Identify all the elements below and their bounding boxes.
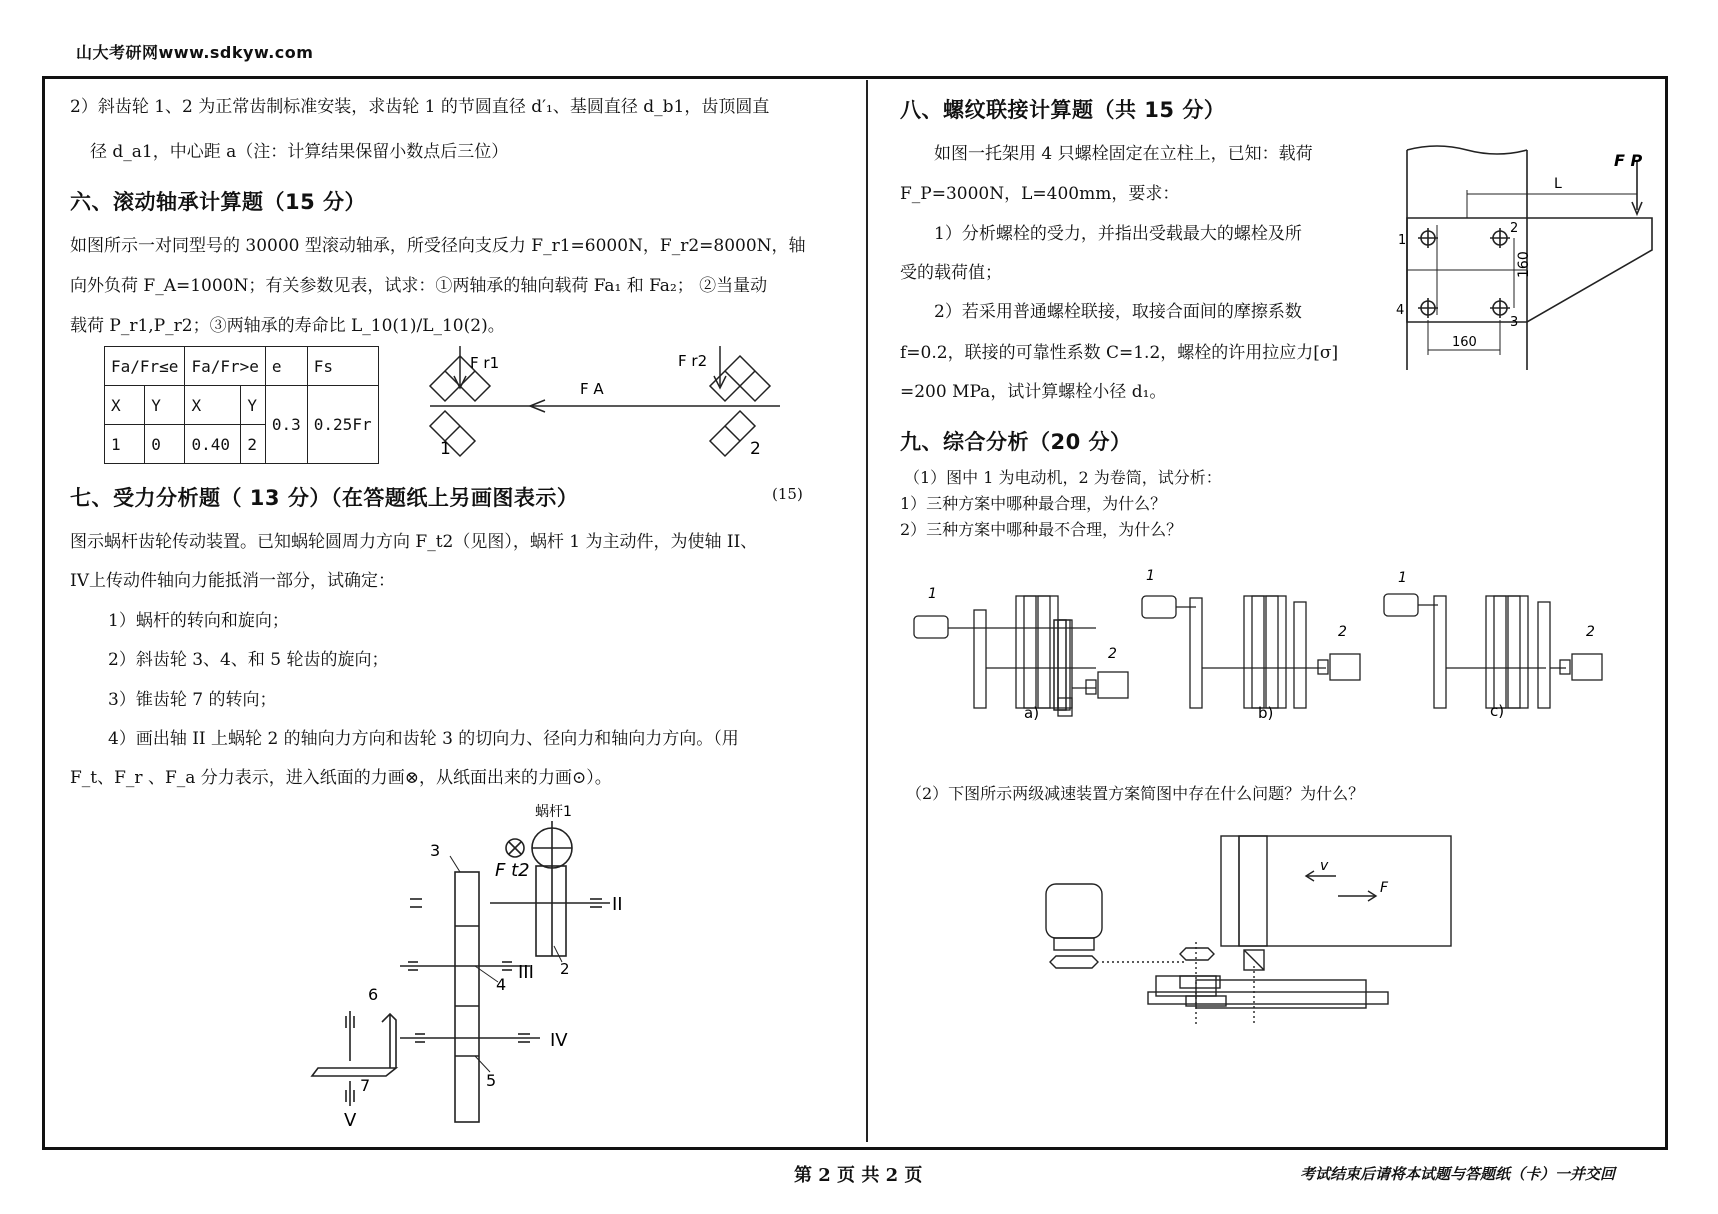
section-6-line3: 载荷 P_r1,P_r2；③两轴承的寿命比 L_10(1)/L_10(2)。 — [70, 316, 505, 336]
site-header: 山大考研网www.sdkyw.com — [76, 43, 314, 62]
section-7-item3: 3）锥齿轮 7 的转向； — [108, 690, 277, 710]
worm-wheel-2 — [536, 866, 566, 956]
table-cell: 0.40 — [185, 425, 241, 464]
scheme-a-belt-pulley — [974, 610, 986, 708]
label-shaft-III: III — [518, 962, 534, 983]
scheme-a-gearbox — [1016, 596, 1058, 708]
scheme-b-drum-label: 2 — [1338, 624, 1347, 640]
scheme-a-drum-label: 2 — [1108, 646, 1117, 662]
table-header-e: e — [265, 347, 307, 386]
section-9-question-2: （2）下图所示两级减速装置方案简图中存在什么问题？为什么？ — [906, 784, 1365, 803]
label-gear-4: 4 — [496, 975, 507, 994]
conveyor-drum — [1221, 836, 1451, 946]
scheme-c-belt-pulley — [1434, 596, 1446, 708]
label-shaft-II: II — [612, 894, 623, 915]
table-header-fs: Fs — [307, 347, 378, 386]
bearing-1-bottom — [430, 411, 475, 456]
table-cell: 0.25Fr — [307, 386, 378, 464]
scheme-b-caption: b) — [1258, 704, 1274, 722]
scheme-c-caption: c) — [1490, 702, 1505, 720]
table-cell: 0 — [145, 425, 185, 464]
label-bearing-2: 2 — [750, 439, 761, 459]
bearing-2-top — [710, 356, 770, 401]
section-8-line4: 受的载荷值； — [900, 263, 1002, 283]
label-gear-5: 5 — [486, 1071, 497, 1090]
section-7-item4a: 4）画出轴 II 上蜗轮 2 的轴向力方向和齿轮 3 的切向力、径向力和轴向力方向。（用 — [108, 729, 739, 749]
table-header-fa-fr-le-e: Fa/Fr≤e — [105, 347, 185, 386]
bevel-gear-7 — [312, 1068, 396, 1076]
drive-schemes-figure — [906, 568, 1646, 728]
section-7-item4b: F_t、F_r 、F_a 分力表示，进入纸面的力画⊗，从纸面出来的力画⊙）。 — [70, 768, 612, 788]
section-9-line3: 2）三种方案中哪种最不合理，为什么？ — [900, 520, 1183, 539]
scheme-a-motor — [914, 616, 948, 638]
label-fr2: F r2 — [678, 352, 708, 370]
section-9-line2: 1）三种方案中哪种最合理，为什么？ — [900, 494, 1167, 513]
gear-3-4-5 — [455, 872, 479, 1122]
worm-gear-figure — [290, 806, 670, 1136]
scheme-b-motor — [1142, 596, 1176, 618]
label-fa: F A — [580, 380, 604, 398]
section-8-line3: 1）分析螺栓的受力，并指出受载最大的螺栓及所 — [934, 224, 1302, 244]
section-6-line1: 如图所示一对同型号的 30000 型滚动轴承，所受径向支反力 F_r1=6000N，F_r2=8000N，轴 — [70, 236, 806, 256]
scheme-a-motor-label: 1 — [928, 586, 937, 602]
label-fr1: F r1 — [470, 354, 500, 372]
column-divider — [866, 80, 868, 1142]
section-6-line2: 向外负荷 F_A=1000N；有关参数见表，试求：①两轴承的轴向载荷 Fa₁ 和 Fa₂； ②当量动 — [70, 276, 768, 296]
label-bolt-2: 2 — [1510, 221, 1519, 236]
label-gear-7: 7 — [360, 1076, 371, 1095]
section-8-line5: 2）若采用普通螺栓联接，取接合面间的摩擦系数 — [934, 302, 1302, 322]
section-7-line1: 图示蜗杆齿轮传动装置。已知蜗轮圆周力方向 F_t2（见图），蜗杆 1 为主动件，为使轴 II、 — [70, 532, 758, 552]
label-shaft-V: V — [344, 1110, 357, 1131]
label-160-horizontal: 160 — [1452, 335, 1477, 350]
label-ft2: F t2 — [495, 860, 530, 881]
table-cell: X — [105, 386, 145, 425]
section-8-title: 八、螺纹联接计算题（共 15 分） — [900, 98, 1226, 122]
scheme-b-drum — [1330, 654, 1360, 680]
scheme-a-coupling — [1086, 680, 1096, 694]
table-cell: 0.3 — [265, 386, 307, 464]
section-9-line1: （1）图中 1 为电动机，2 为卷筒，试分析： — [904, 468, 1222, 487]
scheme-c-motor — [1384, 594, 1418, 616]
label-v: v — [1320, 858, 1329, 874]
table-cell: Y — [145, 386, 185, 425]
label-bolt-3: 3 — [1510, 315, 1519, 330]
scheme-c-gearbox — [1486, 596, 1528, 708]
scheme-b-coupling — [1318, 660, 1328, 674]
label-160-vertical: 160 — [1516, 251, 1532, 278]
label-gear-3: 3 — [430, 841, 441, 860]
gear-top — [1180, 948, 1214, 960]
q5-part2-line1: 2）斜齿轮 1、2 为正常齿制标准安装，求齿轮 1 的节圆直径 d′₁、基圆直径 d_b1，齿顶圆直 — [70, 97, 770, 117]
scheme-a-caption: a) — [1024, 704, 1040, 722]
section-8-line2: F_P=3000N，L=400mm，要求： — [900, 184, 1180, 204]
section-9-title: 九、综合分析（20 分） — [900, 430, 1132, 454]
scheme-c-drum — [1572, 654, 1602, 680]
scheme-b-motor-label: 1 — [1146, 568, 1155, 584]
bracket-figure — [1392, 150, 1672, 380]
scheme-b-belt-pulley — [1190, 598, 1202, 708]
label-worm: 蜗杆1 — [535, 804, 572, 820]
table-cell: 2 — [241, 425, 266, 464]
label-bearing-1: 1 — [440, 439, 451, 459]
label-F: F — [1380, 880, 1389, 896]
footer-note: 考试结束后请将本试题与答题纸（卡）一并交回 — [1300, 1165, 1616, 1183]
label-fp: F P — [1614, 151, 1643, 170]
scheme-c-coupling — [1560, 660, 1570, 674]
bearing-figure — [420, 346, 790, 466]
bevel-gear-6 — [382, 1014, 396, 1068]
label-bolt-4: 4 — [1396, 303, 1405, 318]
section-8-line7: =200 MPa，试计算螺栓小径 d₁。 — [900, 382, 1167, 402]
section-7-title: 七、受力分析题（ 13 分）（在答题纸上另画图表示） — [70, 486, 579, 510]
section-7-line2: IV上传动件轴向力能抵消一部分，试确定： — [70, 571, 395, 591]
section-6-title: 六、滚动轴承计算题（15 分） — [70, 190, 367, 214]
q5-part2-line2: 径 d_a1，中心距 a（注：计算结果保留小数点后三位） — [90, 142, 509, 162]
table-cell: Y — [241, 386, 266, 425]
score-mark: (15) — [772, 485, 803, 503]
table-cell: X — [185, 386, 241, 425]
label-L: L — [1554, 176, 1562, 192]
label-gear-2: 2 — [560, 960, 570, 978]
label-shaft-IV: IV — [550, 1030, 568, 1051]
section-8-line6: f=0.2，联接的可靠性系数 C=1.2，螺栓的许用拉应力[σ] — [900, 343, 1339, 363]
motor-pulley — [1050, 956, 1098, 968]
reducer-figure — [1036, 836, 1536, 1056]
label-gear-6: 6 — [368, 985, 379, 1004]
motor — [1046, 884, 1102, 938]
page-number: 第 2 页 共 2 页 — [794, 1165, 923, 1186]
scheme-a-drum — [1098, 672, 1128, 698]
scheme-c-motor-label: 1 — [1398, 570, 1407, 586]
table-header-fa-fr-gt-e: Fa/Fr>e — [185, 347, 265, 386]
label-bolt-1: 1 — [1398, 233, 1407, 248]
scheme-b-gearbox — [1244, 596, 1286, 708]
scheme-c-drum-label: 2 — [1586, 624, 1595, 640]
section-7-item2: 2）斜齿轮 3、4、和 5 轮齿的旋向； — [108, 650, 389, 670]
bearing-parameter-table — [104, 346, 379, 464]
section-7-item1: 1）蜗杆的转向和旋向； — [108, 611, 289, 631]
section-8-line1: 如图一托架用 4 只螺栓固定在立柱上，已知：载荷 — [934, 144, 1313, 164]
table-cell: 1 — [105, 425, 145, 464]
bearing-2-bottom — [710, 411, 755, 456]
